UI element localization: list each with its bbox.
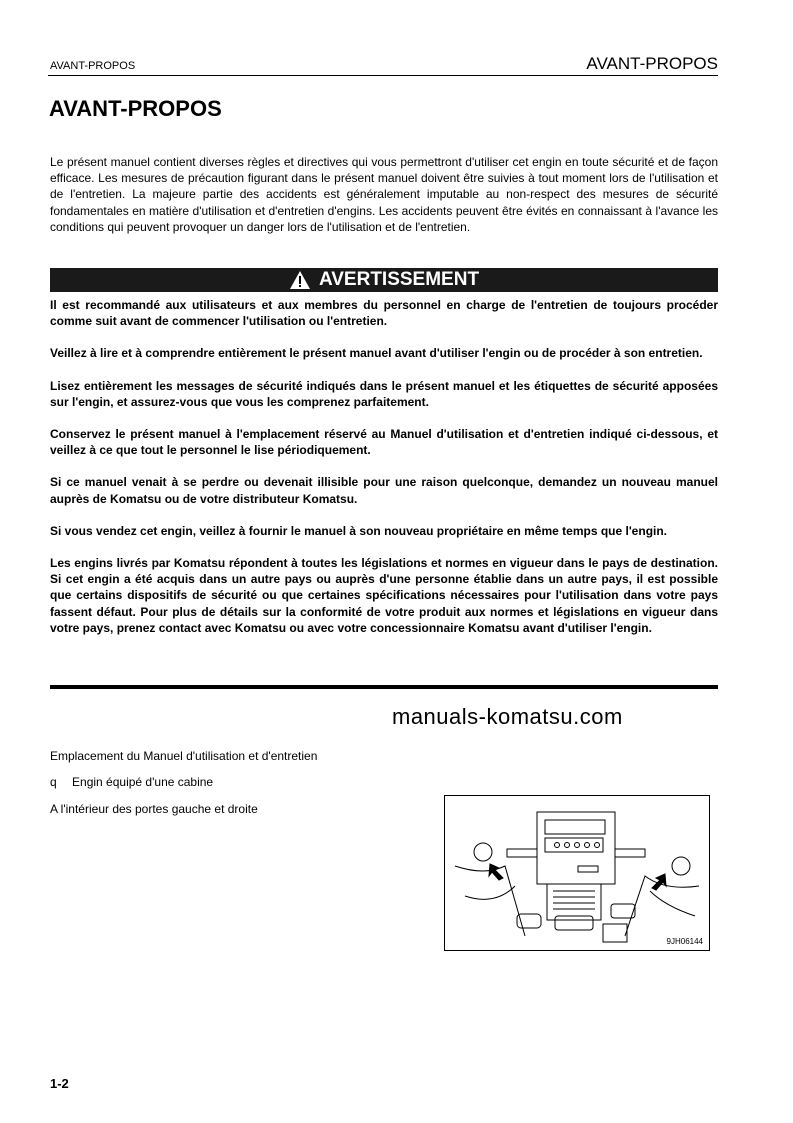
warning-end-rule xyxy=(50,685,718,689)
warning-paragraph: Veillez à lire et à comprendre entièrement le présent manuel avant d'utiliser l'engin ou de procéder à son entretien. xyxy=(50,346,703,361)
header-rule xyxy=(48,75,718,76)
location-item-label: Engin équipé d'une cabine xyxy=(72,775,214,789)
running-header-left: AVANT-PROPOS xyxy=(50,60,136,72)
location-detail: A l'intérieur des portes gauche et droite xyxy=(50,802,258,816)
warning-paragraph: Lisez entièrement les messages de sécurité indiqués dans le présent manuel et les étiquettes de sécurité apposées sur l'engin, et assurez-vous que vous les comprenez parfaitement. xyxy=(50,378,718,409)
warning-label: AVERTISSEMENT xyxy=(318,269,480,290)
warning-paragraph: Conservez le présent manuel à l'emplacement réservé au Manuel d'utilisation et d'entretien indiqué ci-dessous, et veillez à ce que tout le personnel le lise périodiquement. xyxy=(50,427,718,458)
warning-paragraph: Si ce manuel venait à se perdre ou devenait illisible pour une raison quelconque, demandez un nouveau manuel auprès de Komatsu ou de votre distributeur Komatsu. xyxy=(50,475,718,506)
cab-illustration xyxy=(444,795,710,951)
warning-banner xyxy=(50,268,718,292)
page-title: AVANT-PROPOS xyxy=(49,96,222,121)
running-header-right: AVANT-PROPOS xyxy=(586,54,718,73)
figure-code: 9JH06144 xyxy=(666,937,703,946)
page-number: 1-2 xyxy=(50,1076,69,1091)
warning-paragraph: Il est recommandé aux utilisateurs et aux membres du personnel en charge de l'entretien de toujours procéder comme suit avant de commencer l'utilisation ou l'entretien. xyxy=(50,298,718,329)
bullet: q xyxy=(50,775,57,789)
warning-triangle-icon xyxy=(289,270,311,290)
location-heading: Emplacement du Manuel d'utilisation et d'entretien xyxy=(50,749,318,763)
warning-paragraph: Les engins livrés par Komatsu répondent à toutes les législations et normes en vigueur dans le pays de destination. Si cet engin a été acquis dans un autre pays ou auprès d'une personne établie dans un autre pays, il est possible que certains dispositifs de sécurité ou que certaines spécifications nécessaires pour l'utilisation dans votre pays fassent défaut. Pour plus de détails sur la conformité de votre produit aux normes et législations en vigueur dans votre pays, prenez contact avec Komatsu ou avec votre concessionnaire Komatsu avant d'utiliser l'engin. xyxy=(50,556,718,635)
warning-paragraph: Si vous vendez cet engin, veillez à fournir le manuel à son nouveau propriétaire en même temps que l'engin. xyxy=(50,523,668,538)
location-item xyxy=(50,775,213,789)
warning-body xyxy=(50,297,718,652)
intro-paragraph: Le présent manuel contient diverses règles et directives qui vous permettront d'utiliser cet engin en toute sécurité et de façon efficace. Les mesures de précaution figurant dans le présent manuel doivent être suivies à tout moment lors de l'utilisation et de l'entretien. La majeure partie des accidents est généralement imputable au non-respect des mesures de sécurité fondamentales en matière d'utilisation et d'entretien d'engins. Les accidents peuvent être évités en connaissant à l'avance les conditions qui peuvent provoquer un danger lors de l'utilisation et de l'entretien. xyxy=(50,155,718,234)
watermark: manuals-komatsu.com xyxy=(392,704,623,729)
